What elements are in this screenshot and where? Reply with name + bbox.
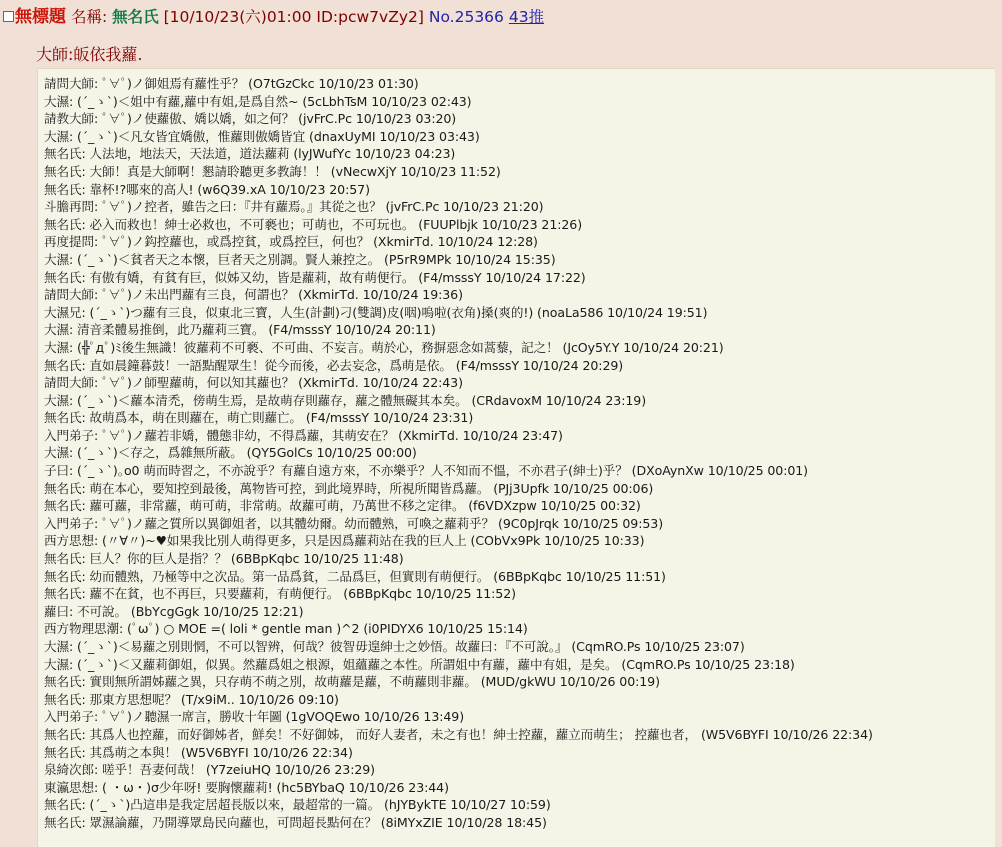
push-reply-line: 無名氏: 萌在本心，要知控到最後，萬物皆可控，到此境界時，所視所聞皆爲蘿。 (PJj3Upfk 10/10/25 00:06) xyxy=(44,480,654,496)
push-reply-line: 無名氏: 幼而體熟，乃極等中之次品。第一品爲貧，二品爲巨，但實則有萌便行。 (6BBpKqbc 10/10/25 11:51) xyxy=(44,568,666,584)
push-reply-line: 無名氏: 那東方思想呢？ (T/x9iM.. 10/10/26 09:10) xyxy=(44,691,339,707)
push-reply-line: 大濕: 清音柔體易推倒，此乃蘿莉三寶。 (F4/msssY 10/10/24 20:11) xyxy=(44,322,436,338)
post-subject: 無標題 xyxy=(15,7,66,27)
post-number-link[interactable]: No.25366 xyxy=(428,8,504,26)
push-reply-line: 無名氏: 眾濕論蘿，乃開導眾島民向蘿也，可問超長點何在？ (8iMYxZIE 10/10/28 18:45) xyxy=(44,814,547,830)
push-reply-line: 大濕: (╬ﾟдﾟ)ﾐ後生無識！彼蘿莉不可褻、不可曲、不妄言。萌於心，務摒惡念如蒿藜，記之！ (JcOy5Y.Y 10/10/24 20:21) xyxy=(44,339,724,355)
push-reply-line: 大濕: (´_ゝ`)＜存之，爲雜無所蔽。 (QY5GolCs 10/10/25 00:00) xyxy=(44,445,417,461)
push-reply-line: 蘿曰: 不可說。 (BbYcgGgk 10/10/25 12:21) xyxy=(44,603,304,619)
push-reply-list xyxy=(44,75,994,832)
push-reply-line: 無名氏: 直如晨鐘暮鼓！一語點醒眾生！從今而後，必去妄念，爲萌是依。 (F4/msssY 10/10/24 20:29) xyxy=(44,357,624,373)
post-meta: [10/10/23(六)01:00 ID:pcw7vZy2] xyxy=(163,8,424,26)
push-reply-line: 無名氏: 其爲萌之本與！ (W5V6BYFI 10/10/26 22:34) xyxy=(44,744,353,760)
push-reply-line: 無名氏: 靠杯!?哪來的高人! (w6Q39.xA 10/10/23 20:57) xyxy=(44,181,370,197)
name-label: 名稱: xyxy=(70,8,108,26)
poster-name: 無名氏 xyxy=(112,8,159,26)
push-reply-line: 請問大師: ﾟ∀ﾟ)ノ御姐焉有蘿性乎？ (O7tGzCkc 10/10/23 01:30) xyxy=(44,76,419,91)
push-reply-line: 入門弟子: ﾟ∀ﾟ)ノ蘿若非嬌，體態非幼，不得爲蘿，其萌安在？ (XkmirTd. 10/10/24 23:47) xyxy=(44,427,563,443)
push-reply-line: 泉綺次郎: 嗟乎！吾妻何哉！ (Y7zeiuHQ 10/10/26 23:29) xyxy=(44,762,375,778)
push-reply-line: 入門弟子: ﾟ∀ﾟ)ノ蘿之質所以異御姐者，以其體幼爾。幼而體熟，可喚之蘿莉乎？ (9C0pJrqk 10/10/25 09:53) xyxy=(44,515,664,531)
push-reply-line: 無名氏: 大師！真是大師啊！懇請聆聽更多教誨！！ (vNecwXjY 10/10/23 11:52) xyxy=(44,163,501,179)
push-reply-line: 大濕: (´_ゝ`)＜姐中有蘿,蘿中有姐,是爲自然~ (5cLbhTsM 10/10/23 02:43) xyxy=(44,93,472,109)
push-reply-line: 無名氏: 蘿可蘿，非常蘿，萌可萌，非常萌。故蘿可萌，乃萬世不移之定律。 (f6VDXzpw 10/10/25 00:32) xyxy=(44,498,641,514)
push-reply-line: 東瀛思想: ( ・ω・)σ少年呀! 要胸懷蘿莉! (hc5BYbaQ 10/10/26 23:44) xyxy=(44,779,449,795)
push-reply-line: 西方物理思潮: (ﾟωﾟ) ○ MOE =( loli * gentle man )^2 (i0PIDYX6 10/10/25 15:14) xyxy=(44,621,528,637)
push-reply-line: 請教大師: ﾟ∀ﾟ)ノ使蘿傲、嬌以嬌，如之何？ (jvFrC.Pc 10/10/23 03:20) xyxy=(44,111,457,127)
push-reply-line: 無名氏: 故萌爲本，萌在則蘿在，萌亡則蘿亡。 (F4/msssY 10/10/24 23:31) xyxy=(44,410,474,426)
push-reply-line: 再度提問: ﾟ∀ﾟ)ノ鈎控蘿也，或爲控貧，或爲控巨，何也？ (XkmirTd. 10/10/24 12:28) xyxy=(44,234,538,250)
select-checkbox[interactable] xyxy=(3,11,14,22)
push-reply-box xyxy=(37,68,995,847)
push-reply-line: 大濕: (´_ゝ`)＜易蘿之別則惘，不可以智辨，何哉？彼智毋遑紳士之妙悟。故蘿曰：『不可說。』 (CqmRO.Ps 10/10/25 23:07) xyxy=(44,639,745,654)
post-body: 大師:皈依我蘿. xyxy=(36,45,143,64)
push-reply-line: 無名氏: 有傲有嬌，有貧有巨，似姊又幼，皆是蘿莉，故有萌便行。 (F4/msssY 10/10/24 17:22) xyxy=(44,269,586,285)
push-reply-line: 大濕: (´_ゝ`)＜凡女皆宜嬌傲，惟蘿則傲嬌皆宜 (dnaxUyMI 10/10/23 03:43) xyxy=(44,128,480,144)
push-count-link[interactable]: 43推 xyxy=(508,8,545,26)
push-reply-line: 無名氏: 人法地，地法天，天法道，道法蘿莉 (lyJWufYc 10/10/23 04:23) xyxy=(44,146,456,162)
push-reply-line: 無名氏: 巨人？你的巨人是指？？ (6BBpKqbc 10/10/25 11:48) xyxy=(44,551,404,567)
push-reply-line: 子曰: (´_ゝ`)｡o0 萌而時習之，不亦說乎？有蘿自遠方來，不亦樂乎？人不知而不慍，不亦君子(紳士)乎？ (DXoAynXw 10/10/25 00:01) xyxy=(44,463,808,479)
push-reply-line: 無名氏: 蘿不在貧，也不再巨，只要蘿莉，有萌便行。 (6BBpKqbc 10/10/25 11:52) xyxy=(44,586,516,602)
push-reply-line: 請問大師: ﾟ∀ﾟ)ノ師聖蘿萌，何以知其蘿也？ (XkmirTd. 10/10/24 22:43) xyxy=(44,375,463,391)
post-header xyxy=(3,4,993,30)
push-reply-line: 請問大師: ﾟ∀ﾟ)ノ未出門蘿有三良，何謂也？ (XkmirTd. 10/10/24 19:36) xyxy=(44,287,463,303)
push-reply-line: 大濕兄: (´_ゝ`)つ蘿有三良，似東北三寶，人生(計劃)刁(雙調)皮(咽)嗚啦(衣角)搡(爽的!) (noaLa586 10/10/24 19:51) xyxy=(44,304,708,320)
push-reply-line: 無名氏: (´_ゝ`)凸這串是我定居超長版以來，最超常的一篇。 (hJYBykTE 10/10/27 10:59) xyxy=(44,797,551,813)
push-reply-line: 大濕: (´_ゝ`)＜又蘿莉御姐，似異。然蘿爲姐之根源，姐蘊蘿之本性。所謂姐中有蘿，蘿中有姐，是矣。 (CqmRO.Ps 10/10/25 23:18) xyxy=(44,656,795,672)
push-reply-line: 無名氏: 實則無所謂姊蘿之異，只存萌不萌之別，故萌蘿是蘿，不萌蘿則非蘿。 (MUD/gkWU 10/10/26 00:19) xyxy=(44,674,660,690)
push-reply-line: 西方思想: (〃∀〃)~♥如果我比別人萌得更多，只是因爲蘿莉站在我的巨人上 (CObVx9Pk 10/10/25 10:33) xyxy=(44,533,645,549)
push-reply-line: 斗膽再問: ﾟ∀ﾟ)ノ控者，雖告之曰：『井有蘿焉。』其從之也？ (jvFrC.Pc 10/10/23 21:20) xyxy=(44,199,544,215)
push-reply-line: 無名氏: 其爲人也控蘿，而好御姊者，鮮矣！不好御姊， 而好人妻者，未之有也！紳士控蘿，蘿立而萌生； 控蘿也者， (W5V6BYFI 10/10/26 22:34) xyxy=(44,726,873,742)
push-reply-line: 大濕: (´_ゝ`)＜蘿本清禿，傍萌生焉，是故萌存則蘿存，蘿之體無礙其本矣。 (CRdavoxM 10/10/24 23:19) xyxy=(44,392,647,408)
push-reply-line: 大濕: (´_ゝ`)＜貧者天之本懷，巨者天之別調。賢人兼控之。 (P5rR9MPk 10/10/24 15:35) xyxy=(44,251,556,267)
push-reply-line: 入門弟子: ﾟ∀ﾟ)ノ聽濕一席言，勝收十年圖 (1gVOQEwo 10/10/26 13:49) xyxy=(44,709,465,725)
push-reply-line: 無名氏: 必入而救也！紳士必救也，不可褻也；可萌也，不可玩也。 (FUUPlbjk 10/10/23 21:26) xyxy=(44,216,583,232)
